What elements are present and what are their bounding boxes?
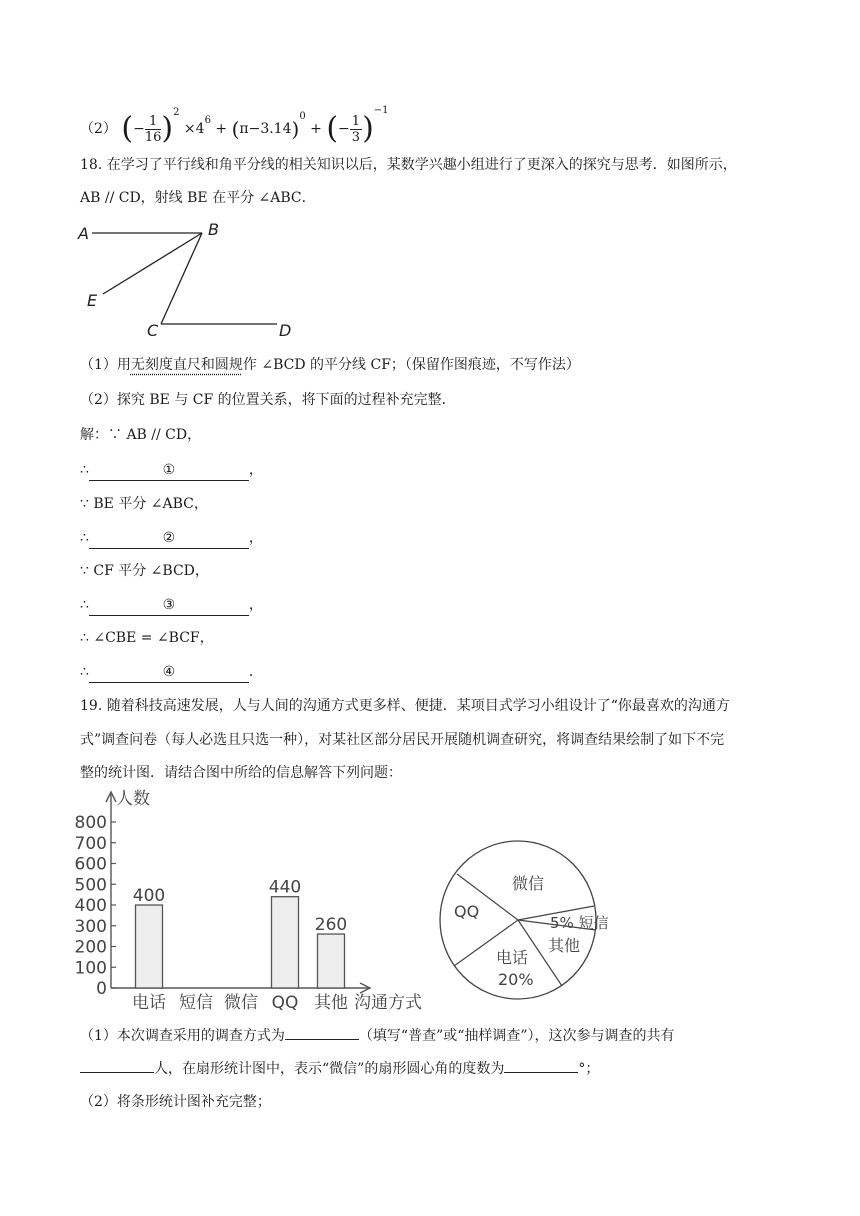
bar-category-label: 微信 [224,993,258,1013]
bar-data-label: 260 [314,915,348,936]
proof-blank-4[interactable]: ④ [89,662,249,683]
proof-line-5: ∴ ③ ， [80,595,263,616]
pie-label-weixin: 微信 [512,874,545,893]
q18-intro-line1: 18. 在学习了平行线和角平分线的相关知识以后，某数学兴趣小组进行了更深入的探究与思考．如图所示， [80,157,737,173]
point-label-a: A [78,224,89,243]
bar-category-label: 短信 [179,993,213,1013]
proof-line-1: ∴ ① ， [80,460,263,481]
pie-label-phone-percent: 20% [498,970,534,989]
proof-line-2: ∵ BE 平分 ∠ABC， [80,496,208,512]
bar-category-label: QQ [271,993,299,1013]
bar-0 [136,905,163,988]
proof-line-3: ∴ ② ， [80,528,263,549]
point-label-c: C [147,321,159,340]
fraction-1-3: $\frac{1}{3}$ [351,113,361,145]
bar-data-label: 440 [268,877,302,898]
q18-intro-line2: AB // CD，射线 BE 在平分 ∠ABC． [80,190,316,206]
q19-intro-line1: 19. 随着科技高速发展，人与人间的沟通方式更多样、便捷．某项目式学习小组设计了“你最喜欢的沟通方 [80,698,730,714]
bar-ytick-label: 600 [74,854,107,875]
bar-ytick-label: 400 [74,896,107,916]
bar-ytick-label: 700 [74,833,107,854]
pie-label-sms: 5% 短信 [550,914,609,932]
proof-blank-1[interactable]: ① [89,460,249,481]
bar-category-label: 电话 [132,993,166,1013]
point-label-b: B [208,220,219,239]
proof-line-0: 解：∵ AB // CD， [80,427,202,443]
bar-3 [272,897,299,988]
answer-blank-weixin-angle[interactable] [504,1058,578,1073]
q19-intro-line3: 整的统计图．请结合图中所给的信息解答下列问题： [80,765,402,781]
pie-label-qq: QQ [454,902,480,921]
bar-ytick-label: 100 [74,958,107,979]
q19-part1-line2: 人，在扇形统计图中，表示“微信”的扇形圆心角的度数为 °； [80,1058,599,1079]
proof-line-6: ∴ ∠CBE = ∠BCF， [80,630,214,646]
bar-ytick-label: 300 [74,916,107,937]
bar-ytick-label: 200 [74,937,107,958]
fraction-1-16: $\frac{1}{16}$ [144,113,162,145]
q19-part1-line1: （1）本次调查采用的调查方式为 （填写“普查”或“抽样调查”），这次参与调查的共有 [80,1025,675,1046]
bar-category-label: 其他 [314,993,348,1013]
bar-ytick-label: 500 [74,875,107,896]
pie-label-phone: 电话 [496,948,529,967]
point-label-d: D [279,321,292,340]
pie-chart [430,838,630,1002]
bar-chart-xlabel: 沟通方式 [354,993,422,1013]
proof-blank-3[interactable]: ③ [89,595,249,616]
q17-part2-label: （2） [80,121,117,137]
q18-part2: （2）探究 BE 与 CF 的位置关系，将下面的过程补充完整． [80,392,456,408]
q18-geometry-figure [70,216,310,340]
q17-part2-expression: （2） (− $\frac{1}{16}$ )$^2 \times 4^6 + (\pi-3.14)^0$ + (− $\frac{1}{3}$ )$^{-1}$ [80,105,389,146]
bar-4 [318,934,345,988]
bar-data-label: 400 [132,886,166,906]
answer-blank-total-people[interactable] [80,1058,154,1073]
dotted-emphasis-text: 无刻度直尺和圆规 [130,357,243,373]
ray-be [103,233,202,294]
bar-chart-ylabel: 人数 [116,789,150,809]
q19-part2: （2）将条形统计图补充完整； [80,1094,271,1110]
bar-ytick-label: 0 [96,979,107,999]
segment-bc [161,233,202,324]
proof-line-7: ∴ ④ ． [80,662,263,683]
answer-blank-survey-method[interactable] [285,1025,359,1040]
bar-chart [70,786,440,1022]
pie-label-other: 其他 [548,936,581,955]
point-label-e: E [87,291,98,310]
q19-intro-line2: 式”调查问卷（每人必选且只选一种），对某社区部分居民开展随机调查研究，将调查结果绘制了如下不完 [80,732,725,748]
proof-line-4: ∵ CF 平分 ∠BCD， [80,563,209,579]
proof-blank-2[interactable]: ② [89,528,249,549]
q18-part1: （1）用无刻度直尺和圆规作 ∠BCD 的平分线 CF；（保留作图痕迹，不写作法） [80,357,580,373]
bar-ytick-label: 800 [74,813,107,833]
